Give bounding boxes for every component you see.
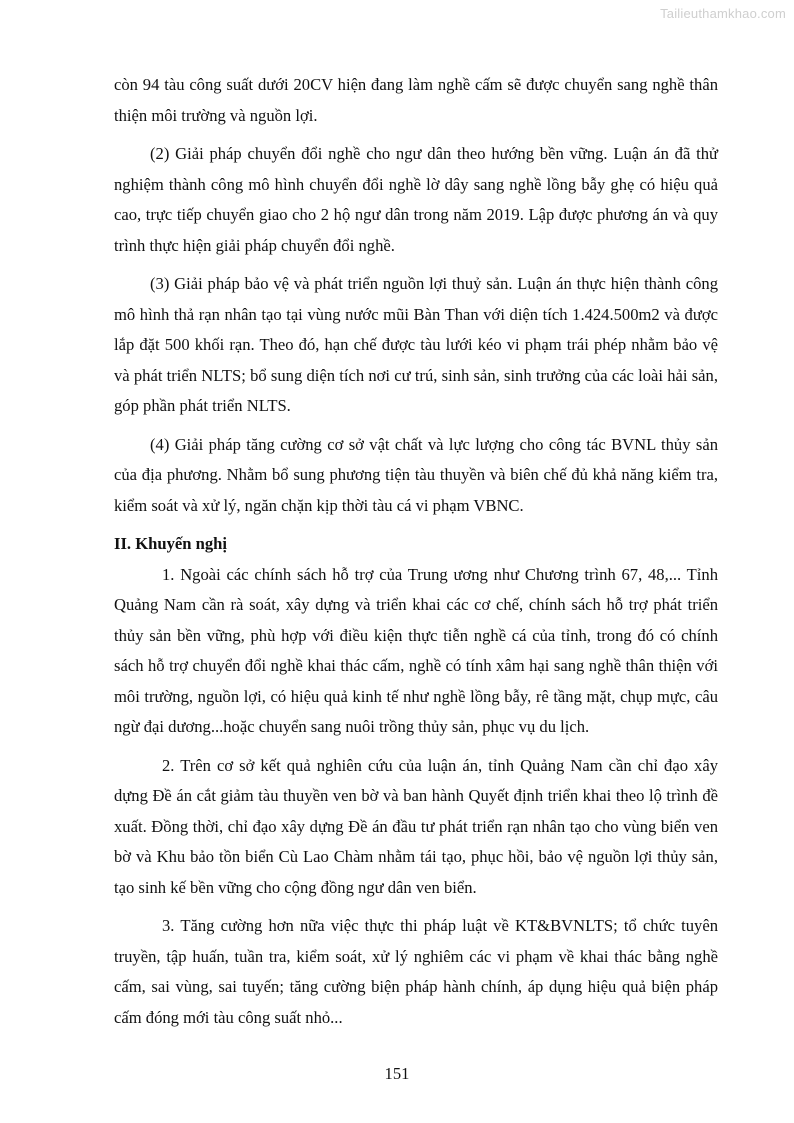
paragraph-continuation: còn 94 tàu công suất dưới 20CV hiện đang làm nghề cấm sẽ được chuyển sang nghề thân thiện môi trường và nguồn lợi.	[114, 75, 718, 125]
recommendation-3: 3. Tăng cường hơn nữa việc thực thi pháp luật về KT&BVNLTS; tổ chức tuyên truyền, tập huấn, tuần tra, kiểm soát, xử lý nghiêm các vi phạm về khai thác bằng nghề cấm, sai vùng, sai tuyến; tăng cường biện pháp hành chính, áp dụng hiệu quả biện pháp cấm đóng mới tàu công suất nhỏ...	[114, 916, 718, 1027]
paragraph-solution-2: (2) Giải pháp chuyển đổi nghề cho ngư dân theo hướng bền vững. Luận án đã thử nghiệm thành công mô hình chuyển đổi nghề lờ dây sang nghề lồng bẫy ghẹ có hiệu quả cao, trực tiếp chuyển giao cho 2 hộ ngư dân trong năm 2019. Lập được phương án và quy trình thực hiện giải pháp chuyển đổi nghề.	[114, 144, 718, 255]
paragraph-solution-3: (3) Giải pháp bảo vệ và phát triển nguồn lợi thuỷ sản. Luận án thực hiện thành công mô hình thả rạn nhân tạo tại vùng nước mũi Bàn Than với diện tích 1.424.500m2 và được lắp đặt 500 khối rạn. Theo đó, hạn chế được tàu lưới kéo vi phạm trái phép nhằm bảo vệ và phát triển NLTS; bổ sung diện tích nơi cư trú, sinh sản, sinh trưởng của các loài hải sản, góp phần phát triển NLTS.	[114, 274, 718, 415]
page-content	[114, 70, 718, 1033]
recommendation-1: 1. Ngoài các chính sách hỗ trợ của Trung ương như Chương trình 67, 48,... Tỉnh Quảng Nam cần rà soát, xây dựng và triển khai các cơ chế, chính sách hỗ trợ phát triển thủy sản bền vững, phù hợp với điều kiện thực tiễn nghề cá của tỉnh, trong đó có chính sách hỗ trợ chuyển đổi nghề khai thác cấm, nghề có tính xâm hại sang nghề thân thiện với môi trường, nguồn lợi, có hiệu quả kinh tế như nghề lồng bẫy, rê tầng mặt, chụp mực, câu ngừ đại dương...hoặc chuyển sang nuôi trồng thủy sản, phục vụ du lịch.	[114, 564, 718, 736]
recommendation-2: 2. Trên cơ sở kết quả nghiên cứu của luận án, tỉnh Quảng Nam cần chỉ đạo xây dựng Đề án cắt giảm tàu thuyền ven bờ và ban hành Quyết định triển khai theo lộ trình đề xuất. Đồng thời, chỉ đạo xây dựng Đề án đầu tư phát triển rạn nhân tạo cho vùng biển ven bờ và Khu bảo tồn biển Cù Lao Chàm nhằm tái tạo, phục hồi, bảo vệ nguồn lợi thủy sản, tạo sinh kế bền vững cho cộng đồng ngư dân ven biển.	[114, 755, 718, 897]
page-number: 151	[384, 1064, 410, 1083]
section-heading-recommendations: II. Khuyến nghị	[114, 534, 227, 553]
watermark-text: Tailieuthamkhao.com	[660, 6, 786, 21]
paragraph-solution-4: (4) Giải pháp tăng cường cơ sở vật chất và lực lượng cho công tác BVNL thủy sản của địa phương. Nhằm bổ sung phương tiện tàu thuyền và biên chế đủ khả năng kiểm tra, kiểm soát và xử lý, ngăn chặn kịp thời tàu cá vi phạm VBNC.	[114, 434, 718, 515]
